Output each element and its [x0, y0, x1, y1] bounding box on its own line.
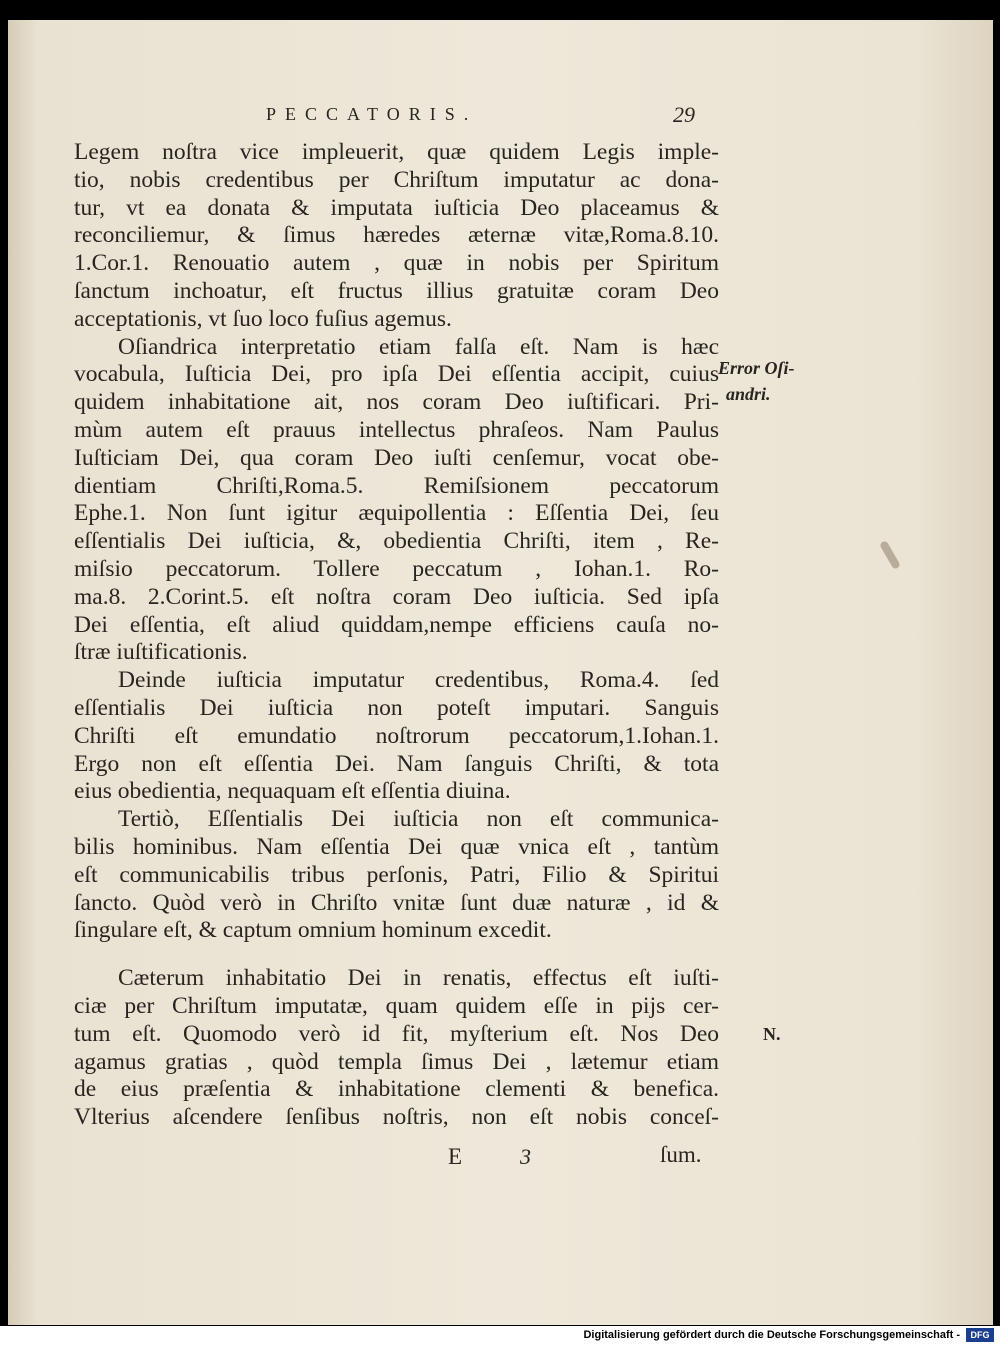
- text-line: Ergo non eſt eſſentia Dei. Nam ſanguis Chriſti, & tota: [74, 750, 719, 777]
- book-page: [8, 20, 993, 1325]
- text-line: Legem noſtra vice impleuerit, quæ quidem Legis imple-: [74, 139, 719, 165]
- text-line: quidem inhabitatione ait, nos coram Deo iuſtificari. Pri-: [74, 389, 719, 416]
- digitization-notice: Digitalisierung gefördert durch die Deutsche Forschungsgemeinschaft -: [583, 1329, 960, 1341]
- text-line: Deinde iuſticia imputatur credentibus, Roma.4. ſed: [118, 667, 719, 694]
- text-line: ſanctum inchoatur, eſt fructus illius gratuitæ coram Deo: [74, 278, 719, 304]
- text-line: reconciliemur, & ſimus hæredes æternæ vitæ,Roma.8.10.: [74, 222, 719, 249]
- text-line: eſt communicabilis tribus perſonis, Patri, Filio & Spiritui: [74, 861, 719, 888]
- page-stain: [879, 540, 901, 570]
- text-line: acceptationis, vt ſuo loco fuſius agemus.: [74, 305, 452, 332]
- text-line: ſtræ iuſtificationis.: [74, 639, 248, 666]
- margin-note-error-cont: andri.: [726, 384, 771, 404]
- text-line: ciæ per Chriſtum imputatæ, quam quidem eſſe in pijs cer-: [74, 993, 719, 1019]
- signature-number: 3: [520, 1144, 531, 1169]
- margin-note-n: N.: [763, 1024, 781, 1044]
- text-line: Oſiandrica interpretatio etiam falſa eſt. Nam is hæc: [118, 333, 719, 360]
- text-line: tio, nobis credentibus per Chriſtum imputatur ac dona-: [74, 166, 719, 193]
- page-number: 29: [673, 102, 695, 127]
- text-line: Tertiò, Eſſentialis Dei iuſticia non eſt communica-: [118, 806, 719, 833]
- text-line: bilis hominibus. Nam eſſentia Dei quæ vnica eſt , tantùm: [74, 834, 719, 860]
- text-line: Cæterum inhabitatio Dei in renatis, effectus eſt iuſti-: [118, 965, 719, 992]
- signature-mark: E: [448, 1144, 463, 1169]
- text-line: de eius præſentia & inhabitatione clementi & benefica.: [74, 1076, 719, 1103]
- text-line: Chriſti eſt emundatio noſtrorum peccatorum,1.Iohan.1.: [74, 722, 719, 749]
- text-line: miſsio peccatorum. Tollere peccatum , Iohan.1. Ro-: [74, 556, 719, 582]
- text-line: 1.Cor.1. Renouatio autem , quæ in nobis per Spiritum: [74, 250, 719, 277]
- text-line: eius obedientia, nequaquam eſt eſſentia diuina.: [74, 778, 511, 805]
- text-line: eſſentialis Dei iuſticia non poteſt imputari. Sanguis: [74, 695, 719, 721]
- digitization-bar: [0, 1326, 1000, 1346]
- text-line: ſingulare eſt, & captum omnium hominum excedit.: [74, 917, 552, 944]
- text-line: mùm autem eſt prauus intellectus phraſeos. Nam Paulus: [74, 417, 719, 443]
- text-line: agamus gratias , quòd templa ſimus Dei , lætemur etiam: [74, 1048, 719, 1075]
- text-line: Iuſticiam Dei, qua coram Deo iuſti cenſemur, vocat obe-: [74, 444, 719, 471]
- text-line: ſancto. Quòd verò in Chriſto vnitæ ſunt duæ naturæ , id &: [74, 889, 719, 916]
- dfg-logo-icon: DFG: [966, 1328, 994, 1342]
- text-line: vocabula, Iuſticia Dei, pro ipſa Dei eſſentia accipit, cuius: [74, 361, 719, 388]
- text-line: Ephe.1. Non ſunt igitur æquipollentia : Eſſentia Dei, ſeu: [74, 500, 719, 527]
- text-line: eſſentialis Dei iuſticia, &, obedientia Chriſti, item , Re-: [74, 528, 719, 555]
- text-line: Vlterius aſcendere ſenſibus noſtris, non eſt nobis conceſ-: [74, 1104, 719, 1131]
- text-line: Dei eſſentia, eſt aliud quiddam,nempe efficiens cauſa no-: [74, 611, 719, 638]
- text-line: dientiam Chriſti,Roma.5. Remiſsionem peccatorum: [74, 472, 719, 499]
- running-header: PECCATORIS.: [266, 104, 478, 124]
- text-line: tum eſt. Quomodo verò id fit, myſterium eſt. Nos Deo: [74, 1020, 719, 1047]
- margin-note-error: Error Oſi-: [718, 358, 795, 378]
- text-line: tur, vt ea donata & imputata iuſticia Deo placeamus &: [74, 194, 719, 221]
- catchword: ſum.: [660, 1142, 702, 1167]
- text-line: ma.8. 2.Corint.5. eſt noſtra coram Deo iuſticia. Sed ipſa: [74, 583, 719, 610]
